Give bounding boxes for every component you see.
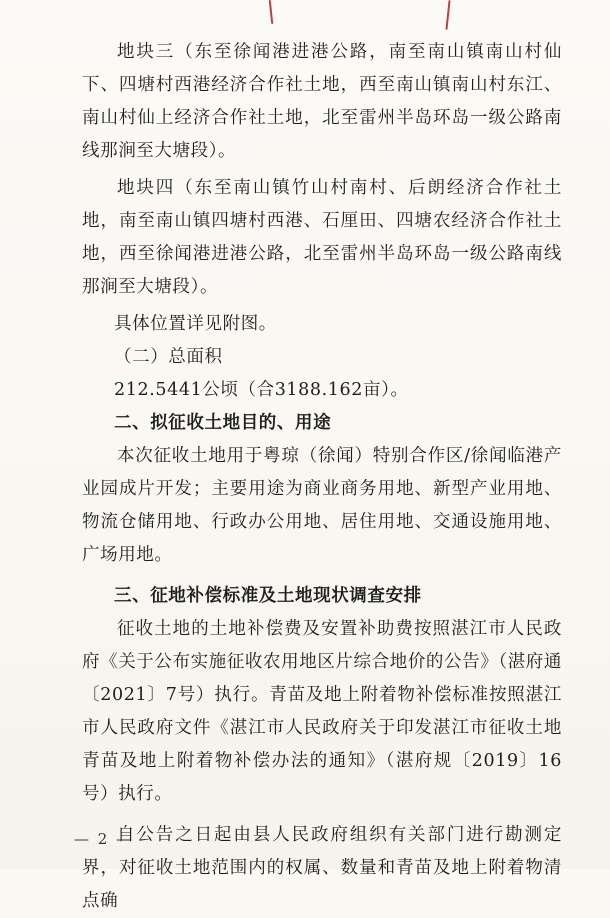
paragraph-block-3: 地块三（东至徐闻港进港公路，南至南山镇南山村仙下、四塘村西港经济合作社土地，西至南山镇南山村东江、南山村仙上经济合作社土地，北至雷州半岛环岛一级公路南线那涧至大塘段）。 xyxy=(82,42,562,161)
location-note: 具体位置详见附图。 xyxy=(114,314,277,334)
page-number: — 2 — xyxy=(74,830,134,848)
total-area-heading: （二）总面积 xyxy=(114,347,223,367)
section-3-heading: 三、征地补偿标准及土地现状调查安排 xyxy=(114,586,422,606)
total-area-value: 212.5441公顷（合3188.162亩）。 xyxy=(114,380,409,400)
section-2-heading: 二、拟征收土地目的、用途 xyxy=(114,413,332,433)
document-body xyxy=(82,36,562,918)
section-3-body-2: 自公告之日起由县人民政府组织有关部门进行勘测定界，对征收土地范围内的权属、数量和青苗及地上附着物清点确 xyxy=(82,825,562,911)
section-2-body: 本次征收土地用于粤琼（徐闻）特别合作区/徐闻临港产业园成片开发；主要用途为商业商务用地、新型产业用地、物流仓储用地、行政办公用地、居住用地、交通设施用地、广场用地。 xyxy=(82,446,562,565)
paragraph-block-4: 地块四（东至南山镇竹山村南村、后朗经济合作社土地，南至南山镇四塘村西港、石厘田、四塘农经济合作社土地，西至徐闻港进港公路，北至雷州半岛环岛一级公路南线那涧至大塘段）。 xyxy=(82,178,562,297)
section-3-body-1: 征收土地的土地补偿费及安置补助费按照湛江市人民政府《关于公布实施征收农用地区片综合地价的公告》（湛府通〔2021〕7号）执行。青苗及地上附着物补偿标准按照湛江市人民政府文件《湛江市人民政府关于印发湛江市征收土地青苗及地上附着物补偿办法的通知》（湛府规〔2019〕16号）执行。 xyxy=(82,619,562,804)
binding-mark-left xyxy=(269,0,273,24)
binding-mark-right xyxy=(445,0,450,30)
